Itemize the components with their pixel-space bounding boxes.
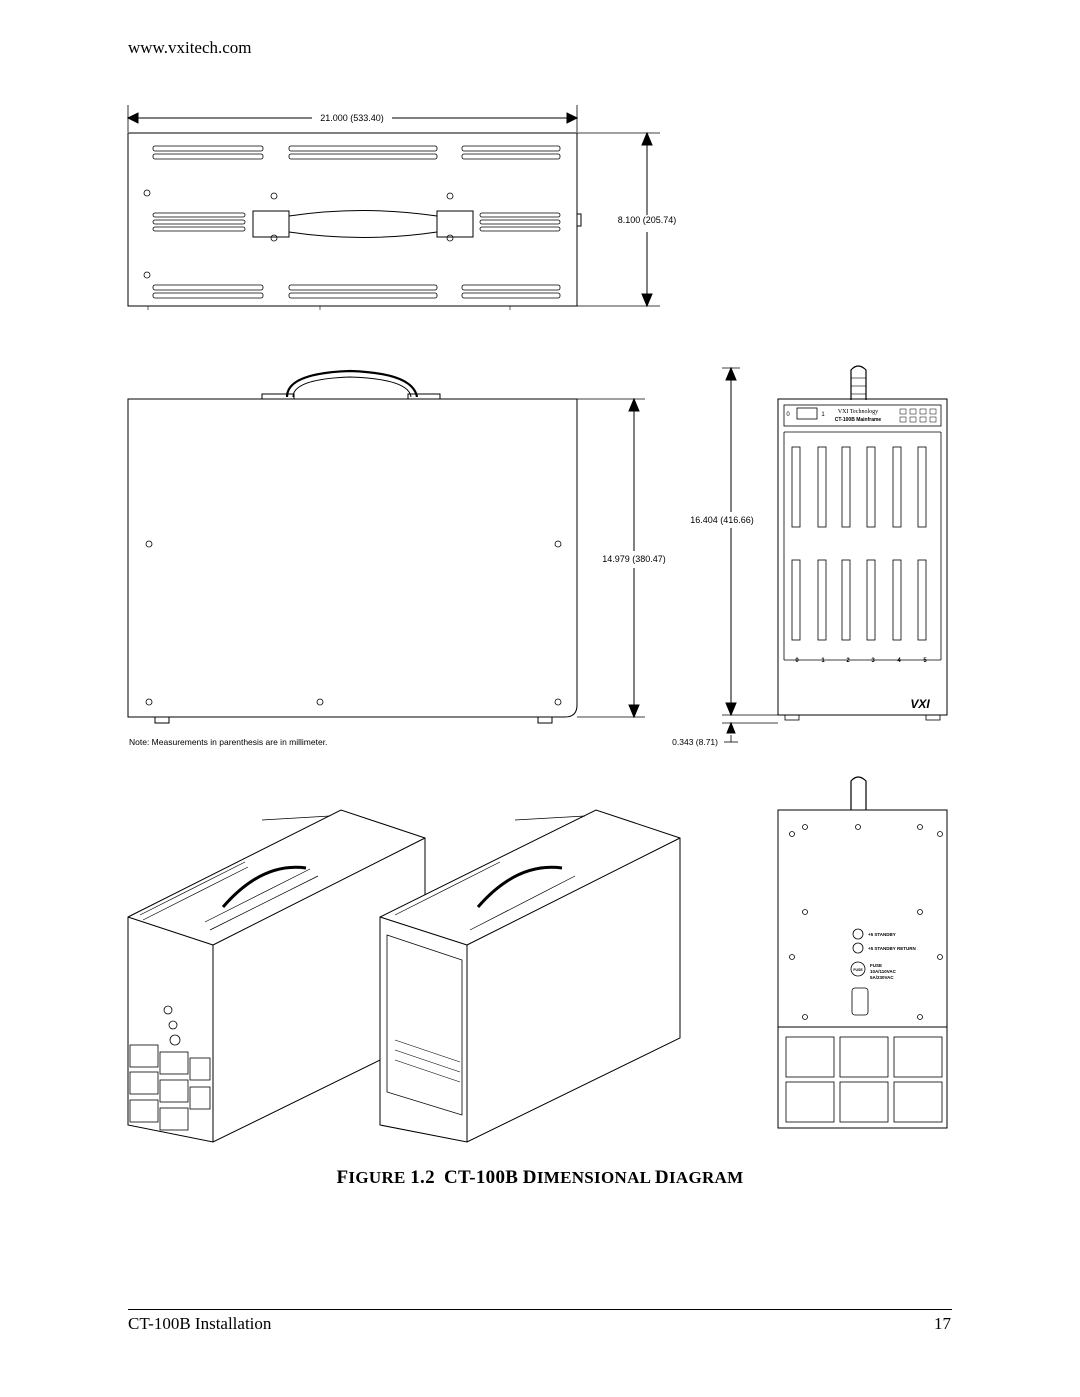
rear-fuse-knob-label: FUSE xyxy=(853,968,863,972)
footer-rule xyxy=(128,1309,952,1310)
dim-side-height: 14.979 (380.47) xyxy=(602,554,666,564)
figure-caption: FIGURE 1.2 CT-100B DIMENSIONAL DIAGRAM xyxy=(336,1167,744,1188)
rear-standby-label: +5 STANDBY xyxy=(868,932,896,937)
slot-number: 1 xyxy=(821,658,825,664)
slot-number: 4 xyxy=(897,658,901,664)
slot-number: 5 xyxy=(923,658,927,664)
dim-front-height: 16.404 (416.66) xyxy=(690,515,754,525)
footer-section-title: CT-100B Installation xyxy=(128,1314,272,1333)
dim-width: 21.000 (533.40) xyxy=(320,113,384,123)
rear-view xyxy=(778,777,947,1128)
rear-fuse-line2: 10A/110VAC xyxy=(870,969,896,974)
slot-number: 0 xyxy=(795,658,799,664)
dim-note: Note: Measurements in parenthesis are in millimeter. xyxy=(129,737,328,747)
rear-standby-return-label: +5 STANDBY RETURN xyxy=(868,946,916,951)
switch-off-label: 0 xyxy=(786,412,790,418)
slot-number: 3 xyxy=(871,658,875,664)
header-url: www.vxitech.com xyxy=(128,38,252,57)
front-brand: VXI Technology xyxy=(837,409,879,415)
dim-top-height: 8.100 (205.74) xyxy=(617,215,677,225)
rear-fuse-line3: 5A/230VAC xyxy=(870,975,894,980)
dim-foot-height: 0.343 (8.71) xyxy=(672,737,718,747)
vxi-logo: VXI xyxy=(910,697,930,711)
side-view xyxy=(128,371,645,723)
page-number: 17 xyxy=(934,1314,951,1333)
rear-fuse-line1: FUSE xyxy=(870,963,883,968)
top-view xyxy=(128,105,660,310)
front-model: CT-100B Mainframe xyxy=(834,417,882,423)
switch-on-label: 1 xyxy=(821,412,825,418)
slot-number: 2 xyxy=(846,658,850,664)
